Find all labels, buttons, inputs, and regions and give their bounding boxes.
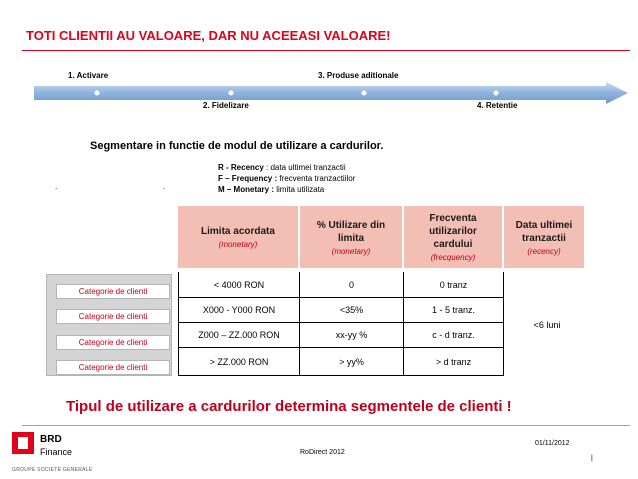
cell-usage-3: xx-yy % <box>335 330 368 340</box>
rfm-monetary-key: M – Monetary : <box>218 185 275 194</box>
header-recency <box>504 206 584 268</box>
cell-frequency-3: c - d tranz. <box>432 330 475 340</box>
footer-event: RoDirect 2012 <box>300 449 345 456</box>
cell-frequency-4: > d tranz <box>435 356 472 367</box>
cell-frequency-1: 0 tranz <box>439 280 468 290</box>
footer-page-marker: | <box>591 455 593 462</box>
logo-group-text: GROUPE SOCIETE GENERALE <box>12 467 93 473</box>
table-grid-line <box>178 322 503 323</box>
footer-date: 01/11/2012 <box>535 440 570 447</box>
header-frequency-label: Frecventa utilizarilor cardului <box>429 213 477 250</box>
cell-limit-2: X000 - Y000 RON <box>202 305 276 315</box>
cell-limit-4: > ZZ.000 RON <box>209 356 269 367</box>
header-limit-label: Limita acordata <box>201 226 275 237</box>
logo-brd-text: BRD <box>40 434 62 445</box>
stray-dot: . <box>55 182 58 191</box>
header-frequency-sub: (frecquency) <box>430 253 476 262</box>
timeline-marker-1 <box>95 91 100 96</box>
timeline-marker-2 <box>229 91 234 96</box>
footer-divider <box>22 425 630 426</box>
rfm-frequency-key: F – Frequency : <box>218 174 278 183</box>
timeline-arrow <box>34 82 628 104</box>
table-grid-line <box>178 347 503 348</box>
header-recency-sub: (recency) <box>527 246 561 256</box>
header-limit <box>178 206 298 268</box>
cell-usage-1: 0 <box>348 280 354 290</box>
header-usage-label: % Utilizare din limita <box>316 219 386 244</box>
rfm-monetary-line <box>218 185 324 194</box>
cell-recency: <6 luni <box>533 320 561 330</box>
cell-usage-4: > yy% <box>339 356 364 367</box>
table-grid-line <box>178 297 503 298</box>
header-recency-label: Data ultimei tranzactii <box>515 219 573 244</box>
header-usage <box>300 206 402 268</box>
rfm-monetary-value: limita utilizata <box>274 185 325 194</box>
category-label-1: Categorie de clienti <box>56 284 170 299</box>
footer-conclusion: Tipul de utilizare a cardurilor determina segmentele de clienti ! <box>66 398 512 415</box>
cell-limit-3: Z000 – ZZ.000 RON <box>198 330 280 340</box>
stray-dot: . <box>163 182 166 191</box>
category-label-4: Categorie de clienti <box>56 360 170 375</box>
segmentation-subtitle: Segmentare in functie de modul de utilizare a cardurilor. <box>90 140 384 152</box>
rfm-frequency-line <box>218 174 355 183</box>
timeline-marker-3 <box>362 91 367 96</box>
header-usage-sub: (monetary) <box>331 246 371 256</box>
cell-usage-2: <35% <box>339 305 364 315</box>
rfm-frequency-value: frecventa tranzactiilor <box>277 174 356 183</box>
slide-title: TOTI CLIENTII AU VALOARE, DAR NU ACEEASI VALOARE! <box>26 28 391 43</box>
logo-finance-text: Finance <box>40 447 73 457</box>
rfm-recency-line <box>218 163 346 172</box>
rfm-recency-key: R - Recency <box>218 163 264 172</box>
table-grid-line <box>178 375 503 376</box>
timeline-step-3: 3. Produse aditionale <box>318 71 399 80</box>
cell-frequency-2: 1 - 5 tranz. <box>431 305 476 315</box>
timeline-step-4: 4. Retentie <box>477 101 518 110</box>
timeline-marker-4 <box>494 91 499 96</box>
brd-logo-icon <box>12 432 34 454</box>
cell-limit-1: < 4000 RON <box>213 280 265 290</box>
title-divider <box>22 50 630 51</box>
header-frequency <box>404 206 502 268</box>
timeline-step-1: 1. Activare <box>68 71 109 80</box>
timeline-step-2: 2. Fidelizare <box>203 101 249 110</box>
category-label-3: Categorie de clienti <box>56 335 170 350</box>
header-limit-sub: (monetary) <box>218 240 258 249</box>
category-label-2: Categorie de clienti <box>56 309 170 324</box>
rfm-recency-value: : data ultimei tranzactii <box>263 163 346 172</box>
